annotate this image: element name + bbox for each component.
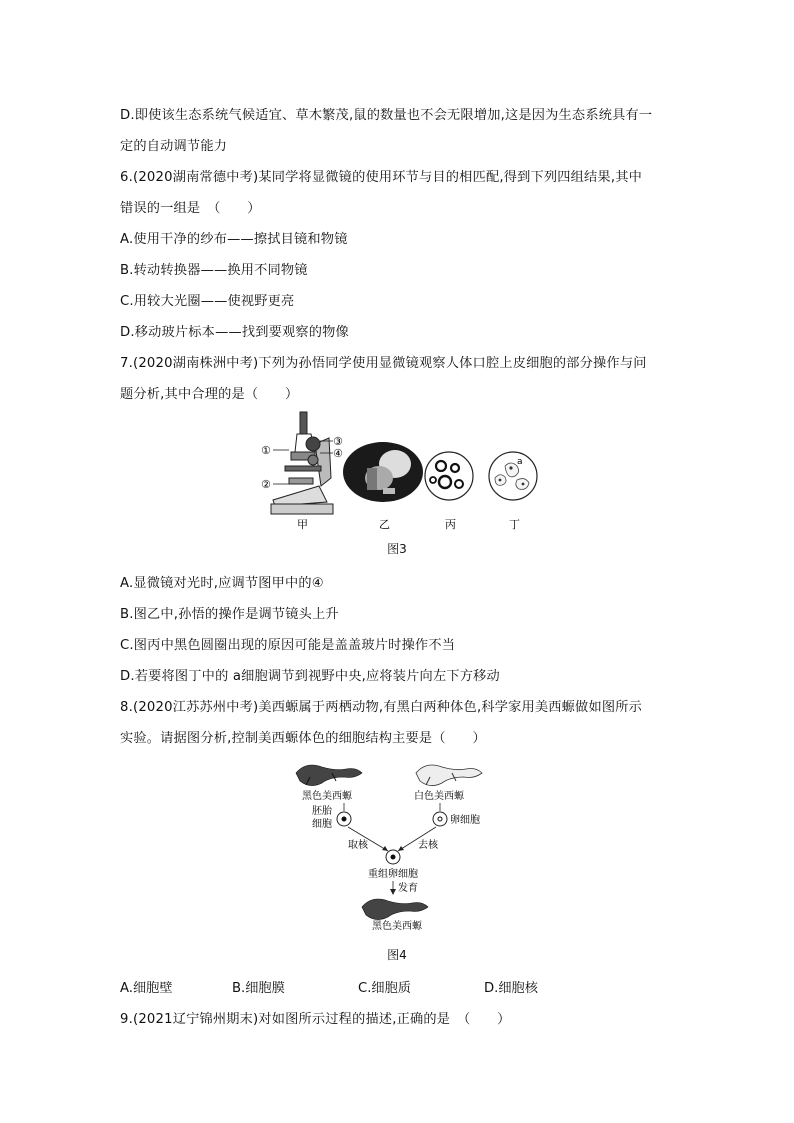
- figure-3: [255, 408, 555, 533]
- label-jia: 甲: [297, 518, 308, 531]
- marker-3: ③: [333, 435, 343, 448]
- black-salamander-illustration: [296, 765, 362, 786]
- q9-stem-line1: 9.(2021辽宁锦州期末)对如图所示过程的描述,正确的是 （ ）: [120, 1012, 511, 1027]
- q6-option-c: C.用较大光圈——使视野更亮: [120, 294, 295, 309]
- result-label: 黑色美西螈: [372, 921, 422, 932]
- white-salamander-illustration: [416, 765, 482, 786]
- photo-illustration: [343, 442, 423, 502]
- result-salamander-illustration: [362, 899, 428, 920]
- figure-4: [290, 755, 510, 935]
- marker-2: ②: [261, 478, 271, 491]
- q5-option-d-line1: D.即使该生态系统气候适宜、草木繁茂,鼠的数量也不会无限增加,这是因为生态系统具有一: [120, 108, 653, 123]
- q6-option-a: A.使用干净的纱布——擦拭目镜和物镜: [120, 232, 348, 247]
- figure-4-svg: [290, 755, 510, 935]
- remove-nucleus-label: 去核: [418, 840, 438, 851]
- figure-3-svg: [255, 408, 555, 533]
- microscope-illustration: [271, 412, 333, 514]
- marker-1: ①: [261, 444, 271, 457]
- recombined-label: 重组卵细胞: [368, 869, 418, 880]
- marker-4: ④: [333, 447, 343, 460]
- q6-stem-line1: 6.(2020湖南常德中考)某同学将显微镜的使用环节与目的相匹配,得到下列四组结果,其中: [120, 170, 642, 185]
- q8-option-b: B.细胞膜: [232, 981, 285, 996]
- q7-option-c: C.图丙中黑色圆圈出现的原因可能是盖盖玻片时操作不当: [120, 638, 456, 653]
- figure-3-caption: 图3: [387, 542, 407, 556]
- view-ding-illustration: [489, 452, 537, 500]
- take-nucleus-label: 取核: [348, 840, 368, 851]
- figure-4-caption: 图4: [387, 948, 407, 962]
- q7-option-b: B.图乙中,孙悟的操作是调节镜头上升: [120, 607, 339, 622]
- q7-stem-line1: 7.(2020湖南株洲中考)下列为孙悟同学使用显微镜观察人体口腔上皮细胞的部分操作与问: [120, 356, 647, 371]
- egg-cell-icon: [433, 812, 447, 826]
- cell-label-a: a: [517, 457, 523, 467]
- q7-option-d: D.若要将图丁中的 a细胞调节到视野中央,应将装片向左下方移动: [120, 669, 500, 684]
- q6-option-b: B.转动转换器——换用不同物镜: [120, 263, 308, 278]
- embryo-label-2: 细胞: [312, 819, 332, 830]
- q6-stem-line2: 错误的一组是 （ ）: [120, 201, 261, 216]
- q8-stem-line2: 实验。请据图分析,控制美西螈体色的细胞结构主要是（ ）: [120, 731, 486, 746]
- q6-option-d: D.移动玻片标本——找到要观察的物像: [120, 325, 349, 340]
- black-salamander-label: 黑色美西螈: [302, 791, 352, 802]
- q8-option-c: C.细胞质: [358, 981, 411, 996]
- label-bing: 丙: [445, 518, 456, 531]
- q5-option-d-line2: 定的自动调节能力: [120, 139, 228, 154]
- q7-option-a: A.显微镜对光时,应调节图甲中的④: [120, 576, 324, 591]
- white-salamander-label: 白色美西螈: [414, 791, 464, 802]
- label-yi: 乙: [379, 518, 390, 531]
- egg-cell-label: 卵细胞: [450, 815, 480, 826]
- develop-label: 发育: [398, 883, 418, 894]
- embryo-label-1: 胚胎: [312, 806, 332, 817]
- label-ding: 丁: [509, 518, 520, 531]
- view-bing-illustration: [425, 452, 473, 500]
- q8-stem-line1: 8.(2020江苏苏州中考)美西螈属于两栖动物,有黑白两种体色,科学家用美西螈做如图所示: [120, 700, 642, 715]
- q8-option-a: A.细胞壁: [120, 981, 173, 996]
- q8-option-d: D.细胞核: [484, 981, 538, 996]
- q7-stem-line2: 题分析,其中合理的是（ ）: [120, 387, 299, 402]
